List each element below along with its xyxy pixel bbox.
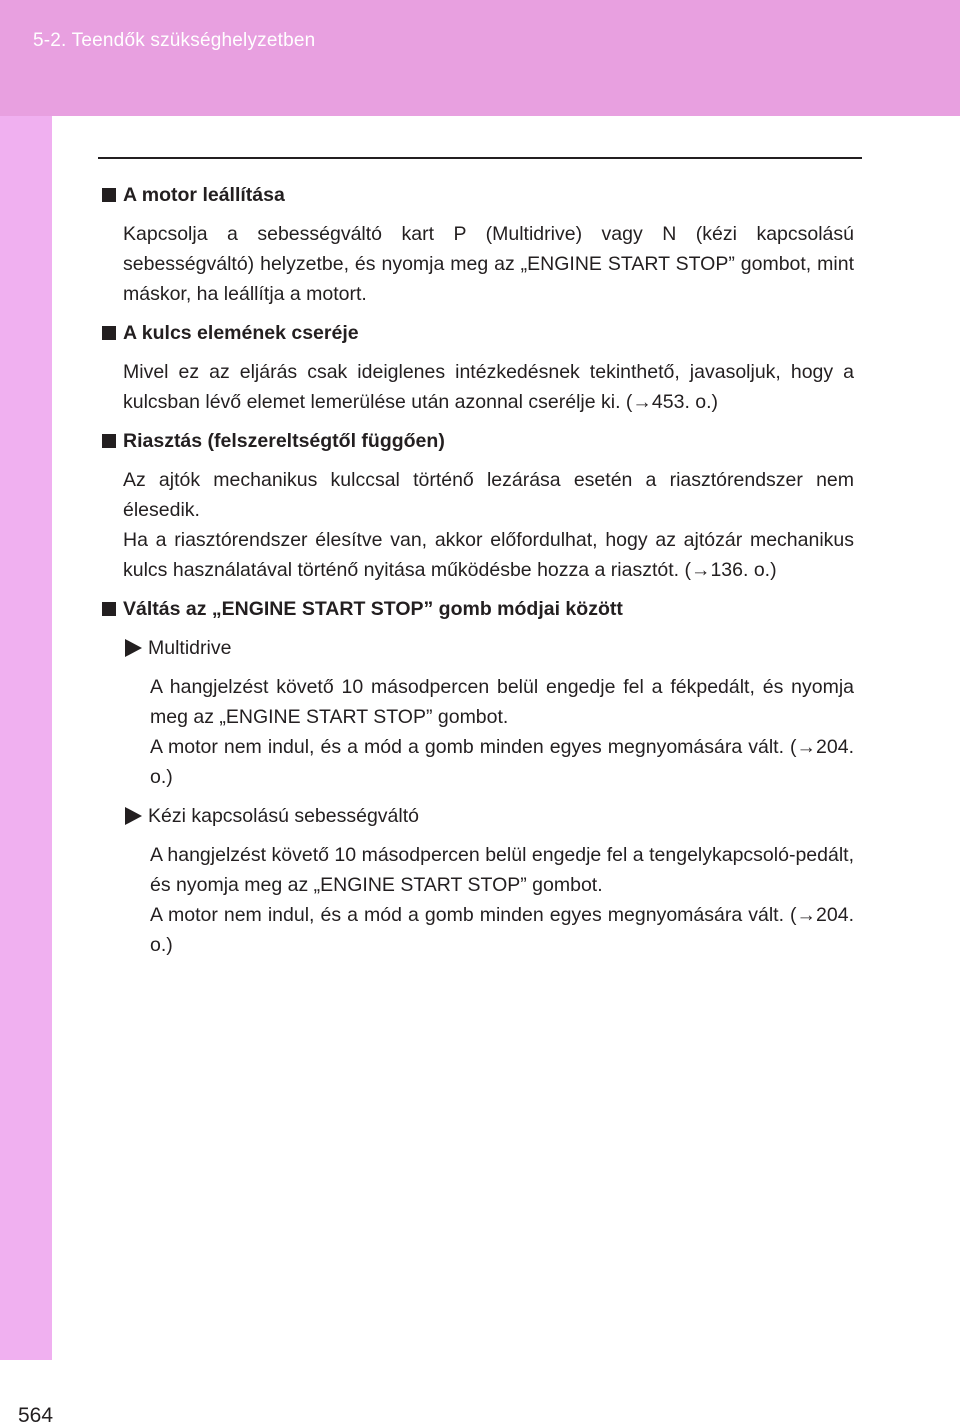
section-key-battery [101, 318, 854, 417]
page-number: 564 [18, 1404, 54, 1427]
section-motor-stop [101, 180, 854, 309]
section-mode-switch [101, 594, 854, 960]
paragraph: A hangjelzést követő 10 másodpercen belül engedje fel a fékpedált, és nyomja meg az „ENGINE START STOP” gombot. [150, 676, 854, 728]
subsection-heading [125, 801, 854, 831]
paragraph: Mivel ez az eljárás csak ideiglenes intézkedésnek tekinthető, javasoljuk, hogy a kulcsban lévő elemet lemerülése után azonnal cserélje ki. (→453. o.) [123, 361, 854, 413]
section-heading [101, 594, 854, 624]
subsection-heading [125, 633, 854, 663]
paragraph: Kapcsolja a sebességváltó kart P (Multidrive) vagy N (kézi kapcsolású sebességváltó) helyzetbe, és nyomja meg az „ENGINE START STOP” gombot, mint máskor, ha leállítja a motort. [123, 223, 854, 305]
section-heading-text: A kulcs elemének cseréje [123, 322, 359, 344]
square-bullet-icon [102, 326, 116, 340]
top-divider [98, 157, 862, 159]
section-heading [101, 426, 854, 456]
header-band [0, 0, 960, 116]
square-bullet-icon [102, 188, 116, 202]
paragraph: Az ajtók mechanikus kulccsal történő lezárása esetén a riasztórendszer nem élesedik. [123, 469, 854, 521]
paragraph: A hangjelzést követő 10 másodpercen belül engedje fel a tengelykapcsoló-pedált, és nyomja meg az „ENGINE START STOP” gombot. [150, 844, 854, 896]
subsection-label: Kézi kapcsolású sebességváltó [148, 805, 419, 827]
side-band [0, 116, 54, 1427]
section-heading-text: A motor leállítása [123, 184, 285, 206]
section-heading [101, 318, 854, 348]
section-alarm [101, 426, 854, 585]
square-bullet-icon [102, 602, 116, 616]
section-heading [101, 180, 854, 210]
section-heading-text: Váltás az „ENGINE START STOP” gomb módjai között [123, 598, 623, 620]
paragraph: A motor nem indul, és a mód a gomb minden egyes megnyomására vált. (→204. o.) [150, 736, 854, 788]
subsection-label: Multidrive [148, 637, 232, 659]
triangle-bullet-icon [125, 807, 142, 825]
paragraph: Ha a riasztórendszer élesítve van, akkor előfordulhat, hogy az ajtózár mechanikus kulcs használatával történő nyitása működésbe hozza a riasztót. (→136. o.) [123, 529, 854, 581]
square-bullet-icon [102, 434, 116, 448]
subsection-manual [125, 801, 854, 960]
page-content [101, 180, 854, 969]
paragraph: A motor nem indul, és a mód a gomb minden egyes megnyomására vált. (→204. o.) [150, 904, 854, 956]
triangle-bullet-icon [125, 639, 142, 657]
section-heading-text: Riasztás (felszereltségtől függően) [123, 430, 445, 452]
section-title: 5-2. Teendők szükséghelyzetben [33, 30, 316, 51]
subsection-multidrive [125, 633, 854, 792]
